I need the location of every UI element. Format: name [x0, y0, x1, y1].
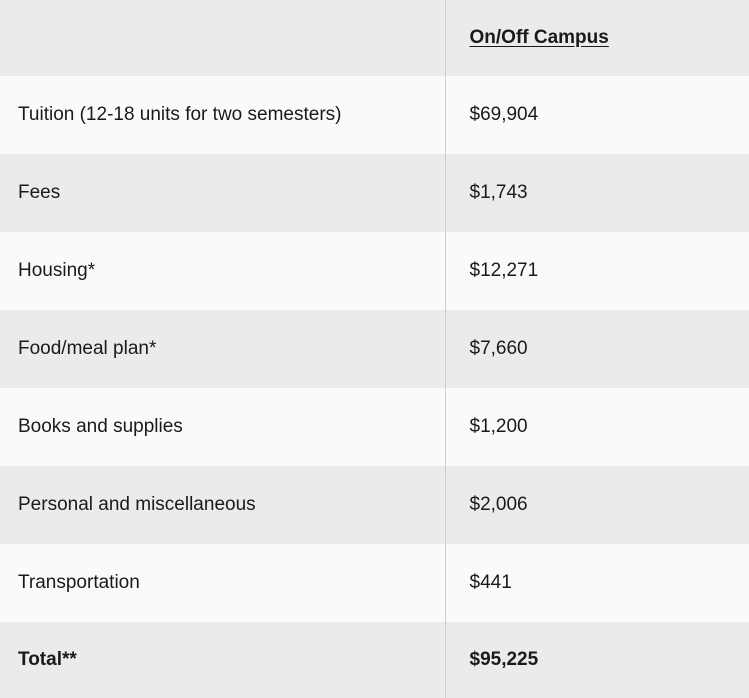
- table-row-transportation: [0, 544, 749, 622]
- on-off-campus-link[interactable]: On/Off Campus: [469, 27, 609, 48]
- row-label: Transportation: [18, 572, 140, 593]
- total-label: Total**: [18, 649, 77, 670]
- row-value: $441: [445, 544, 749, 622]
- total-value: $95,225: [445, 622, 749, 698]
- table-row-personal: [0, 466, 749, 544]
- row-value: $69,904: [445, 76, 749, 154]
- row-value: $1,743: [445, 154, 749, 232]
- table-row-housing: [0, 232, 749, 310]
- row-label: Personal and miscellaneous: [18, 494, 256, 515]
- row-value: $12,271: [445, 232, 749, 310]
- row-label: Tuition (12-18 units for two semesters): [18, 104, 342, 125]
- row-label: Books and supplies: [18, 416, 183, 437]
- row-value: $2,006: [445, 466, 749, 544]
- table-row-food: [0, 310, 749, 388]
- table-header-row: [0, 0, 749, 76]
- table-row-books: [0, 388, 749, 466]
- row-label: Food/meal plan*: [18, 338, 157, 359]
- header-on-off-campus[interactable]: [445, 0, 749, 76]
- table-row-fees: [0, 154, 749, 232]
- header-empty-cell: [0, 0, 445, 76]
- row-label: Fees: [18, 182, 61, 203]
- table-row-tuition: [0, 76, 749, 154]
- row-value: $1,200: [445, 388, 749, 466]
- row-label: Housing*: [18, 260, 96, 281]
- table-row-total: [0, 622, 749, 698]
- row-value: $7,660: [445, 310, 749, 388]
